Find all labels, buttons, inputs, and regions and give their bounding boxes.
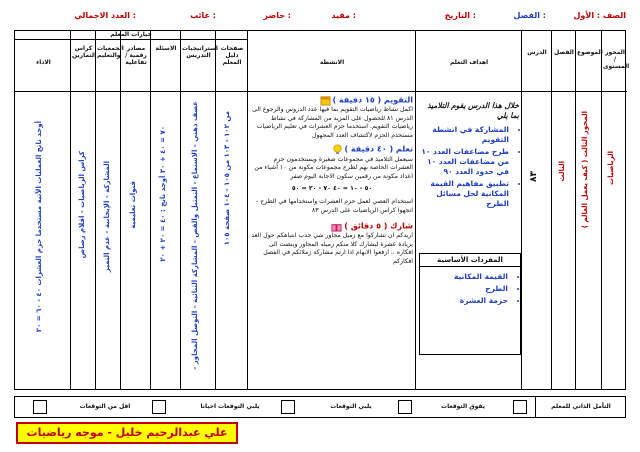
below-checkbox[interactable] <box>33 400 47 414</box>
group-header: الجمعيات والتعليم <box>97 45 124 59</box>
assessment-text: أوجد ناتج العمليات الآتية مستخدما حزم العشرات ٤٠ - ٦٠ = ٢٠ <box>35 121 43 333</box>
sometimes-checkbox[interactable] <box>281 400 295 414</box>
self-reflection-label: التأمل الذاتي للمعلم <box>535 397 626 417</box>
pages-text: من ١٠٢ - ١٠٣ من ١٠٥ - ١٠٤ صفحة ١٠٥ <box>223 111 231 246</box>
sometimes-label: يلبي التوقعات احيانا <box>200 403 260 410</box>
activity-1-title: التقويم ( ١٥ دقيقة ) <box>332 95 413 105</box>
total-label: العدد الاجمالي : <box>74 11 136 20</box>
meets-checkbox[interactable] <box>398 400 412 414</box>
activity-calendar <box>251 95 413 106</box>
vocab-item: • القيمة المكانية <box>420 271 508 283</box>
lesson-name-text: الثالث <box>558 161 566 182</box>
questions-header: الاسئلة <box>155 45 177 52</box>
activity-2-more: استخدام العصي لعمل حزم العشرات واستخدامها في الطرح - اتجهوا كراس الرياضيات على الدرس ٨٣ <box>256 197 413 214</box>
lesson-number-text: ٨٣ <box>529 171 539 182</box>
class-label: الفصل : <box>513 11 546 20</box>
activities-header: الانشطة <box>319 59 345 66</box>
activity-learn <box>251 144 413 155</box>
sometimes-checkbox-2[interactable] <box>152 400 166 414</box>
teacher-options-header: خيارات المعلم <box>110 31 152 38</box>
header-bottom-line <box>15 91 627 92</box>
objectives-block <box>419 101 519 211</box>
lightbulb-icon <box>332 144 343 155</box>
vocab-item: • حزمة العشرة <box>420 295 508 307</box>
axis-text: المحور الثالث ( كيف يعمل العالم ) <box>581 111 589 229</box>
col-divider <box>95 31 96 389</box>
below-label: اقل من التوقعات <box>79 403 131 410</box>
header-row <box>14 6 626 26</box>
lesson-header: الدرس <box>527 49 547 56</box>
activity-3-title: شارك ( ٥ دقائق ) <box>344 221 413 231</box>
objective-item: • طرح مضاعفات العدد ١٠ من مضاعفات العدد ١٠ في حدود العدد ٩٠ <box>419 147 509 177</box>
objectives-header: اهداف التعلم <box>449 59 489 66</box>
supervisor-signature: علي عبدالرحيم خليل - موجه رياضيات <box>16 422 238 444</box>
col-divider <box>601 31 602 389</box>
col-divider <box>215 31 216 389</box>
activity-2-text: سيعمل التلاميذ في مجموعات صغيرة ويستخدمون حزم العشرات الخاصة بهم لطرح مجموعات مكونة من ١٠ أشياء من اعداد مكونة من رقمين سكون الاجابة اليوم صفر <box>254 155 413 180</box>
col-divider <box>551 31 552 389</box>
exceeds-checkbox[interactable] <box>513 400 527 414</box>
subject-text: الرياضيات <box>607 151 615 185</box>
col-divider <box>247 31 248 389</box>
objectives-intro: خلال هذا الدرس يقوم التلاميذ بما يلي <box>427 101 519 120</box>
col-divider <box>575 31 576 389</box>
teaching-text: - عصف ذهني - الاستماع - التمثيل والقص - المشاركة الثنائية - التوصل المجاور <box>191 101 199 370</box>
present-label: حاضر : <box>263 11 291 20</box>
vocab-list <box>420 271 520 307</box>
activity-3-text: اريدكم ان تشاركوا مع زميل مجاور شي جذب انتباهكم حول العد بزيادة عشرة ليشارك كلا منكم زميله المجاور وينصت الى افكاره .. ارفعوا الابهام اذا ارتم مشاركة زملائكم في الفصل افكاركم <box>251 232 413 265</box>
col-divider <box>120 31 121 389</box>
level-header: المحور / المستوى <box>603 49 630 70</box>
col-divider <box>415 31 416 389</box>
skills-header: كراس التمارين <box>72 45 97 59</box>
activity-2-equation: ٥٠ - ١٠ = ٤٠ ٧٠ - ٢٠ = ٥٠ <box>291 185 373 193</box>
gift-icon <box>331 221 342 232</box>
absent-label: غائب : <box>190 11 216 20</box>
activities-block <box>251 95 413 267</box>
lesson-table <box>14 30 630 390</box>
useful-label: مفيد : <box>331 11 356 20</box>
questions-text: ٧٠ = ٤٠ + ٣٠ أوجد ناتج : ٤٠ = ٢٠ + ٢٠ <box>159 126 167 262</box>
vocab-item: • الطرح <box>420 283 508 295</box>
date-label: التاريخ : <box>444 11 476 20</box>
teaching-header: استراتيجيات التدريس <box>182 45 218 59</box>
vocab-title: المفردات الأساسية <box>420 254 520 267</box>
reflection-row <box>14 396 626 418</box>
calendar-icon <box>320 95 331 106</box>
pages-header: صفحات دليل المعلم <box>220 45 244 66</box>
group-text: المشاركة - الإيجابية - عدم التميز <box>103 161 111 273</box>
vocab-box <box>419 253 521 355</box>
col-divider <box>521 31 522 389</box>
objective-item: • تطبيق مفاهيم القيمة المكانية لحل مسائل الطرح <box>419 179 509 209</box>
activity-share <box>251 221 413 232</box>
grade-label: الصف : الأول <box>573 11 626 20</box>
col-divider <box>180 31 181 389</box>
objectives-list <box>419 125 519 209</box>
activity-1-text: اكمل نشاط رياضيات التقويم بما فيها عدد الدروس والرجوع الى الدرس ٨١ للحصول على المزيد من المشاركة في نشاط رياضيات التقويم. استخدما حزم العشرات في تعليم الرياضيات مستخدم الحزم لاكتشاف العدد المجهول <box>252 106 413 139</box>
assessment-header: الاداء <box>36 59 51 66</box>
col-divider <box>150 31 151 389</box>
topic-header: الموضوع <box>577 49 603 56</box>
objective-item: • المشاركة في انشطة التقويم <box>419 125 509 145</box>
exceeds-label: يفوق التوقعات <box>441 403 485 410</box>
lesson-plan-page <box>14 6 630 452</box>
skills-text: كراس الرياضيات - اقلام رصاص <box>78 151 86 259</box>
meets-label: يلبي التوقعات <box>330 403 372 410</box>
resources-header: مصادر رقمية / تفاعلية <box>125 45 147 66</box>
resources-text: قنوات تعليمية <box>129 181 137 229</box>
class-header: الفصل <box>554 49 574 56</box>
options-header-line <box>15 39 247 40</box>
col-divider <box>70 31 71 389</box>
activity-2-title: تعلم ( ٤٠ دقيقة ) <box>344 144 413 154</box>
